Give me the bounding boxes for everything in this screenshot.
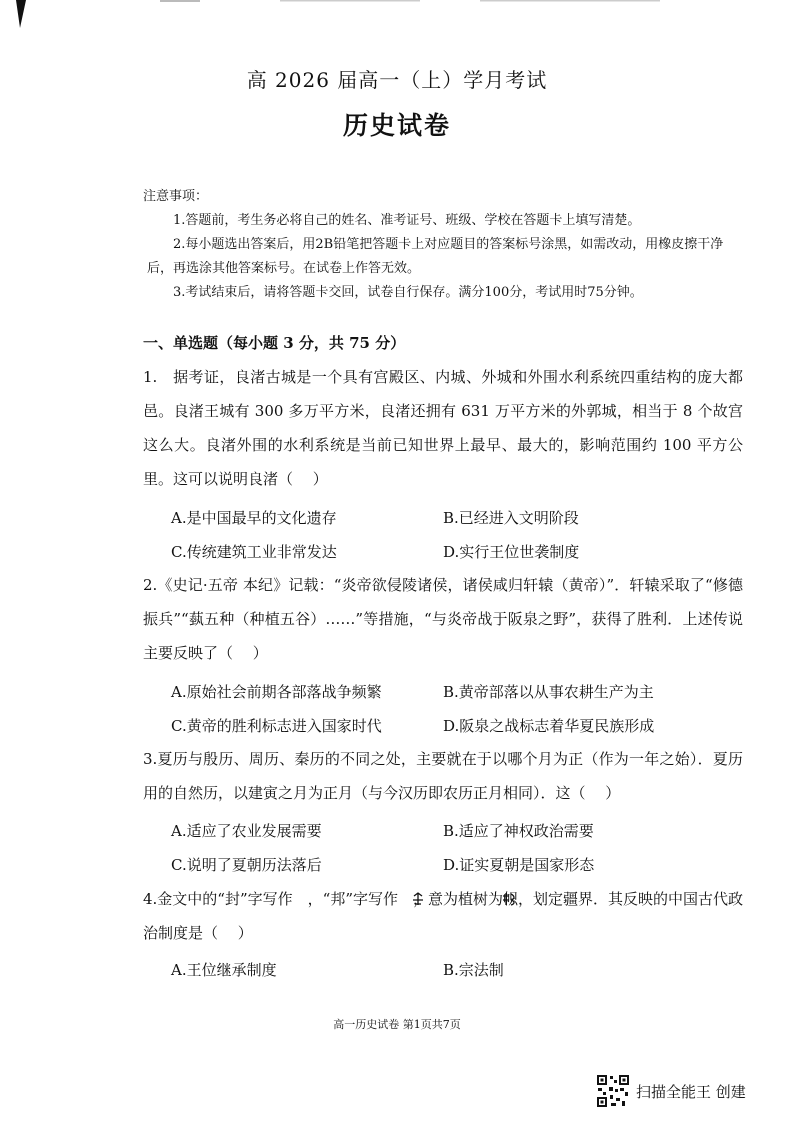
- section-title: 一、单选题（每小题 3 分，共 75 分）: [143, 334, 406, 352]
- question-3-option-d: D.证实夏朝是国家形态: [443, 856, 595, 874]
- question-2-stem: 2.《史记·五帝 本纪》记载：“炎帝欲侵陵诸侯，诸侯咸归轩辕（黄帝）”．轩辕采取了“修德振兵”“蓺五种（种植五谷）……”等措施，“与炎帝战于阪泉之野”，获得了胜利．上述传说主要反映了（ ）: [143, 576, 743, 662]
- page-footer: 高一历史试卷 第1页共7页: [333, 1018, 461, 1031]
- scanner-label: 扫描全能王 创建: [636, 1082, 746, 1101]
- exam-title: 高 2026 届高一（上）学月考试: [246, 68, 548, 92]
- question-1-option-c: C.传统建筑工业非常发达: [171, 543, 337, 561]
- question-3-option-b: B.适应了神权政治需要: [443, 822, 594, 840]
- question-2-option-d: D.阪泉之战标志着华夏民族形成: [443, 717, 655, 735]
- question-1-option-a: A.是中国最早的文化遗存: [171, 509, 337, 527]
- feng-glyph-icon: [411, 892, 425, 906]
- question-4-stem: 4.金文中的“封”字写作 ，“邦”字写作 ，意为植树为帜，划定疆界．其反映的中国古代政治制度是（ ）: [143, 890, 743, 942]
- question-4-option-a: A.王位继承制度: [171, 961, 277, 979]
- notes-item-3: 3.考试结束后，请将答题卡交回，试卷自行保存。满分100分，考试用时75分钟。: [173, 285, 643, 300]
- notes-heading: 注意事项：: [143, 189, 209, 204]
- scanner-watermark: [596, 1074, 746, 1108]
- scan-corner-mark: [14, 0, 28, 30]
- qr-code-icon: [596, 1074, 630, 1108]
- question-4-option-b: B.宗法制: [443, 961, 504, 979]
- question-3-option-c: C.说明了夏朝历法落后: [171, 856, 322, 874]
- notes-block: [143, 185, 747, 305]
- notes-item-1: 1.答题前，考生务必将自己的姓名、准考证号、班级、学校在答题卡上填写清楚。: [173, 213, 641, 228]
- subject-title: 历史试卷: [342, 111, 451, 140]
- notes-item-2: 2.每小题选出答案后，用2B铅笔把答题卡上对应题目的答案标号涂黑，如需改动，用橡皮擦干净后，再选涂其他答案标号。在试卷上作答无效。: [147, 237, 724, 276]
- question-2-option-a: A.原始社会前期各部落战争频繁: [171, 683, 382, 701]
- question-1-option-d: D.实行王位世袭制度: [443, 543, 580, 561]
- question-1-stem: 1. 据考证，良渚古城是一个具有宫殿区、内城、外城和外围水利系统四重结构的庞大都邑。良渚王城有 300 多万平方米，良渚还拥有 631 万平方米的外郭城，相当于 8 个故宫这么大。良渚外围的水利系统是当前已知世界上最早、最大的，影响范围约 100 平方公里。这可以说明良渚（ ）: [143, 368, 743, 488]
- question-2-option-b: B.黄帝部落以从事农耕生产为主: [443, 683, 654, 701]
- bang-glyph-icon: [502, 892, 516, 906]
- scan-top-streak: [160, 0, 680, 8]
- question-3-option-a: A.适应了农业发展需要: [171, 822, 322, 840]
- question-3-stem: 3.夏历与殷历、周历、秦历的不同之处，主要就在于以哪个月为正（作为一年之始）．夏历用的自然历，以建寅之月为正月（与今汉历即农历正月相同）．这（ ）: [143, 750, 743, 802]
- question-2-option-c: C.黄帝的胜利标志进入国家时代: [171, 717, 382, 735]
- question-1-option-b: B.已经进入文明阶段: [443, 509, 579, 527]
